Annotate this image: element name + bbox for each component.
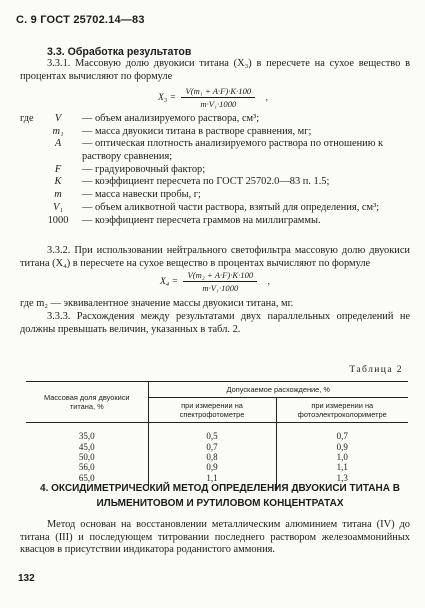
table-cell: 1,3 <box>276 473 408 483</box>
table-cell: 65,0 <box>78 472 95 483</box>
definitions-list <box>20 113 410 227</box>
table-header-tolerance: Допускаемое расхождение, % <box>148 382 408 398</box>
section-heading-3-3: 3.3. Обработка результатов <box>47 46 192 58</box>
table-row <box>26 462 408 472</box>
definition-symbol: A <box>54 138 62 150</box>
definition-row <box>34 189 410 202</box>
table-cell: 0,7 <box>148 442 276 452</box>
where-m2: где m₂ — эквивалентное значение массы двуокиси титана, мг. <box>20 298 294 309</box>
table-row <box>26 442 408 452</box>
paragraph-3-3-3: 3.3.3. Расхождения между результатами двух параллельных определений не должны превышать величин, указанных в табл. 2. <box>20 311 410 335</box>
table-cell: 35,0 <box>78 431 95 442</box>
table-cell: 45,0 <box>78 441 95 452</box>
page-header: С. 9 ГОСТ 25702.14—83 <box>16 14 145 26</box>
formula-x3-denominator: m·V₁·1000 <box>200 99 237 110</box>
paragraph-3-3-2: 3.3.2. При использовании нейтрального светофильтра массовую долю двуокиси титана (X₄) в пересчете на сухое вещество в процентах вычисляют по формуле <box>20 245 410 269</box>
paragraph-3-3-1: 3.3.1. Массовую долю двуокиси титана (X₃) в пересчете на сухое вещество в процентах вычисляют по формуле <box>20 58 410 82</box>
definition-text: — масса навески пробы, г; <box>82 189 201 201</box>
definition-text: — коэффициент пересчета по ГОСТ 25702.0—83 п. 1.5; <box>82 176 330 188</box>
formula-x4: X₄ = $\frac{\text{V(m₂ + A·F)·K·100}}{\text{m·V₁·1000}}$ , <box>160 270 270 294</box>
definition-text: — объем анализируемого раствора, см³; <box>82 113 260 124</box>
definition-symbol: V <box>54 113 62 124</box>
definition-text: — градуировочный фактор; <box>82 163 206 175</box>
formula-x3: X₃ = $\frac{\text{V(m₁ + A·F)·K·100}}{\text{m·V₁·1000}}$ , <box>158 86 268 110</box>
definition-row <box>34 202 410 215</box>
definition-symbol: F <box>54 163 62 175</box>
table-header-spectrophotometer: при измерении на спектрофотометре <box>148 398 276 423</box>
formula-x3-numerator: V(m₁ + A·F)·K·100 <box>181 86 255 98</box>
table-row <box>26 452 408 462</box>
formula-x4-numerator: V(m₂ + A·F)·K·100 <box>183 270 257 282</box>
table-header-photocolorimeter: при измерении на фотоэлектроколориметре <box>276 398 408 423</box>
formula-x3-fraction <box>181 86 255 110</box>
definition-symbol: m <box>54 189 62 201</box>
table-cell: 50,0 <box>78 451 95 462</box>
definition-symbol: m₁ <box>52 125 64 137</box>
definition-row <box>34 113 410 126</box>
table-cell: 1,0 <box>276 452 408 462</box>
table-cell: 1,1 <box>276 462 408 472</box>
formula-x4-lhs: X₄ = <box>160 276 179 288</box>
table-cell: 1,1 <box>148 473 276 483</box>
definition-symbol: V₁ <box>53 201 63 213</box>
table-cell: 56,0 <box>78 462 95 473</box>
definition-text: — объем аликвотной части раствора, взятый для определения, см³; <box>82 201 380 213</box>
where-label: где <box>20 113 34 124</box>
tolerance-table <box>26 381 408 489</box>
page-number: 132 <box>18 573 35 584</box>
formula-x3-lhs: X₃ = <box>158 92 177 104</box>
table-cell: 0,9 <box>148 462 276 472</box>
definition-row <box>34 126 410 139</box>
table-cell: 0,8 <box>148 452 276 462</box>
definition-text: — оптическая плотность анализируемого раствора по отношению к раствору сравнения; <box>82 138 384 163</box>
definition-row <box>34 215 410 228</box>
definition-row <box>34 138 410 163</box>
definition-row <box>34 164 410 177</box>
definition-symbol: 1000 <box>47 214 69 226</box>
definition-text: — коэффициент пересчета граммов на миллиграммы. <box>82 214 321 226</box>
formula-x4-denominator: m·V₁·1000 <box>202 283 239 294</box>
table-cell: 0,7 <box>276 431 408 441</box>
table-cell: 0,5 <box>148 431 276 441</box>
section-heading-4: 4. ОКСИДИМЕТРИЧЕСКИЙ МЕТОД ОПРЕДЕЛЕНИЯ ДВУОКИСИ ТИТАНА В ИЛЬМЕНИТОВОМ И РУТИЛОВОМ КОНЦЕНТРАТАХ <box>40 483 400 509</box>
definition-symbol: K <box>54 176 62 188</box>
table-caption: Таблица 2 <box>349 364 403 375</box>
definition-text: — масса двуокиси титана в растворе сравнения, мг; <box>82 125 312 137</box>
table-header-mass-fraction: Массовая доля двуокиси титана, % <box>26 382 148 423</box>
table-cell: 0,9 <box>276 442 408 452</box>
formula-x4-fraction <box>183 270 257 294</box>
definition-row <box>34 176 410 189</box>
paragraph-4: Метод основан на восстановлении металлическим алюминием титана (IV) до титана (III) и последующем титровании последнего раствором железоаммонийных квасцов в присутствии индикатора роданистого аммония. <box>20 519 410 556</box>
table-row <box>26 431 408 441</box>
